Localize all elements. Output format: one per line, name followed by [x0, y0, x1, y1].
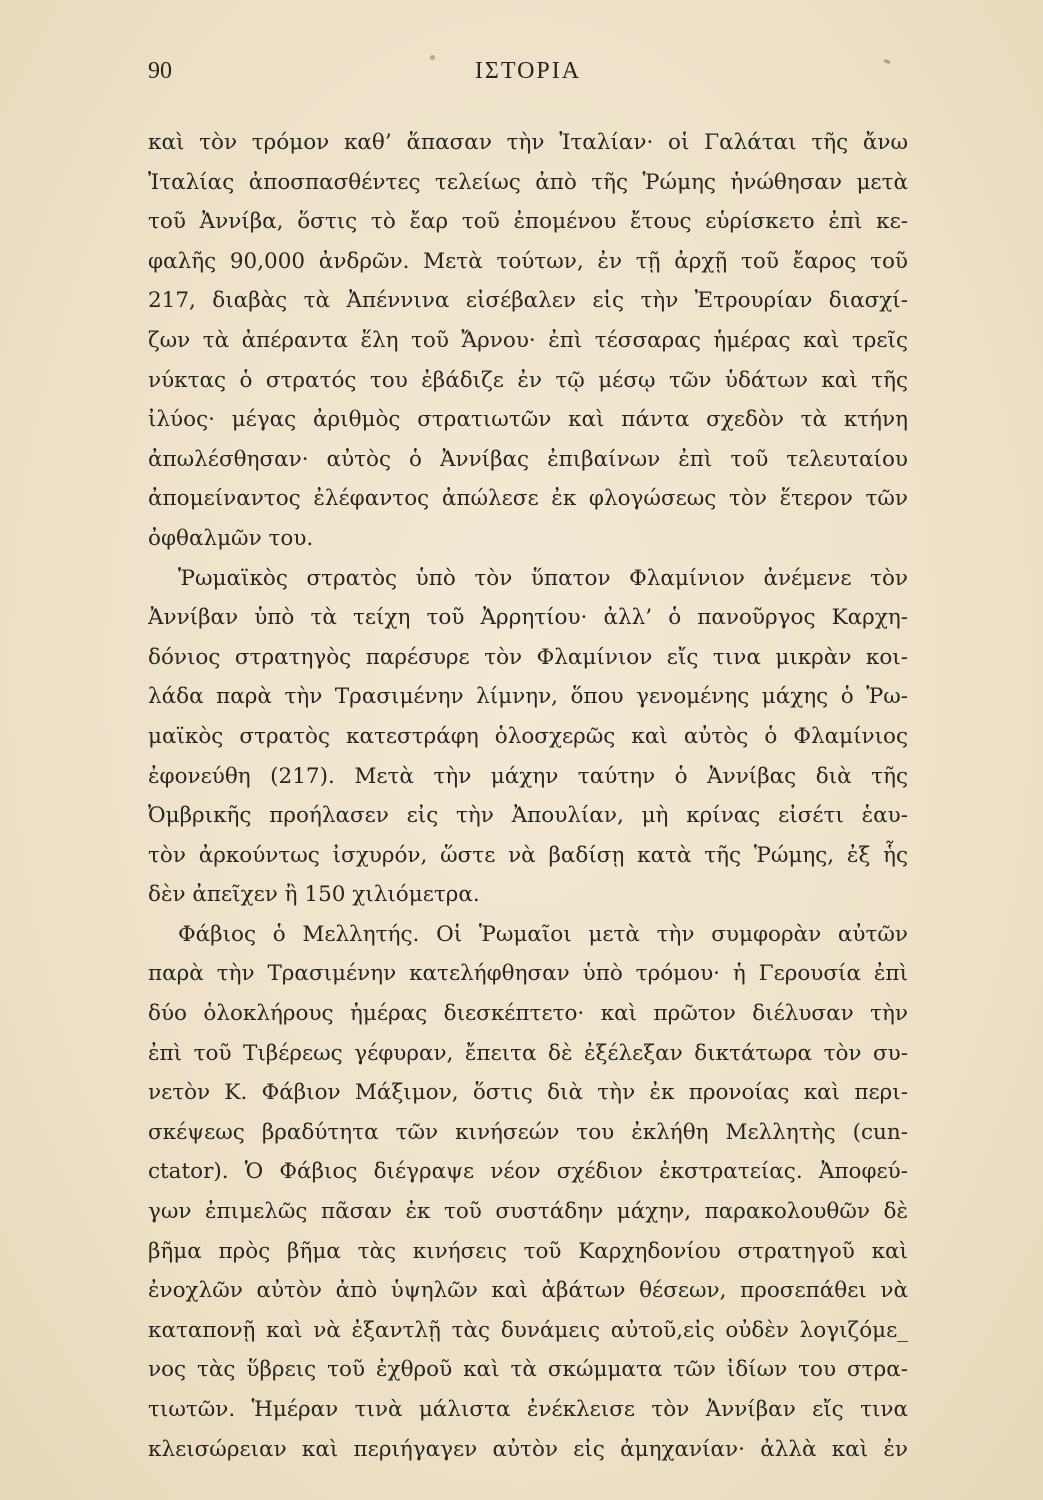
text-line: ἐνοχλῶν αὐτὸν ἀπὸ ὑψηλῶν καὶ ἀβάτων θέσεων, προσεπάθει νὰ — [148, 1278, 908, 1304]
text-line: Ἀννίβαν ὑπὸ τὰ τείχη τοῦ Ἀρρητίου· ἀλλ’ ὁ πανοῦργος Καρχη- — [148, 605, 908, 631]
text-line: νύκτας ὁ στρατός του ἐβάδιζε ἐν τῷ μέσῳ τῶν ὑδάτων καὶ τῆς — [148, 367, 908, 393]
text-line: Ἰταλίας ἀποσπασθέντες τελείως ἀπὸ τῆς Ῥώμης ἡνώθησαν μετὰ — [148, 169, 908, 195]
text-line: παρὰ τὴν Τρασιμένην κατελήφθησαν ὑπὸ τρόμου· ἡ Γερουσία ἐπὶ — [148, 961, 908, 987]
text-line: Ῥωμαϊκὸς στρατὸς ὑπὸ τὸν ὕπατον Φλαμίνιον ἀνέμενε τὸν — [178, 565, 908, 591]
text-line: δὲν ἀπεῖχεν ἢ 150 χιλιόμετρα. — [148, 882, 480, 908]
text-line: τὸν ἀρκούντως ἰσχυρόν, ὥστε νὰ βαδίσῃ κατὰ τῆς Ῥώμης, ἐξ ἧς — [148, 842, 908, 868]
text-line: μαϊκὸς στρατὸς κατεστράφη ὁλοσχερῶς καὶ αὐτὸς ὁ Φλαμίνιος — [148, 723, 908, 749]
text-line: ἰλύος· μέγας ἀριθμὸς στρατιωτῶν καὶ πάντα σχεδὸν τὰ κτήνη — [148, 407, 908, 433]
text-line: τιωτῶν. Ἡμέραν τινὰ μάλιστα ἐνέκλεισε τὸν Ἀννίβαν εἴς τινα — [148, 1397, 908, 1422]
text-line: Ὀμβρικῆς προήλασεν εἰς τὴν Ἀπουλίαν, μὴ κρίνας εἰσέτι ἑαυ- — [148, 803, 908, 829]
running-title: ΙΣΤΟΡΙΑ — [474, 58, 582, 84]
text-line: ἐπὶ τοῦ Τιβέρεως γέφυραν, ἔπειτα δὲ ἐξέλεξαν δικτάτωρα τὸν συ- — [148, 1040, 908, 1066]
text-line: ctator). Ὁ Φάβιος διέγραψε νέον σχέδιον ἐκστρατείας. Ἀποφεύ- — [148, 1159, 908, 1185]
text-line: ζων τὰ ἀπέραντα ἕλη τοῦ Ἄρνου· ἐπὶ τέσσαρας ἡμέρας καὶ τρεῖς — [148, 327, 908, 353]
body-text — [148, 123, 908, 1469]
text-line: τοῦ Ἀννίβα, ὅστις τὸ ἔαρ τοῦ ἐπομένου ἔτους εὑρίσκετο ἐπὶ κε- — [148, 209, 908, 235]
text-line: ἀπομείναντος ἐλέφαντος ἀπώλεσε ἐκ φλογώσεως τὸν ἕτερον τῶν — [148, 486, 908, 512]
text-line: δόνιος στρατηγὸς παρέσυρε τὸν Φλαμίνιον εἴς τινα μικρὰν κοι- — [148, 644, 908, 670]
text-line: γων ἐπιμελῶς πᾶσαν ἐκ τοῦ συστάδην μάχην, παρακολουθῶν δὲ — [148, 1199, 908, 1225]
text-line: δύο ὁλοκλήρους ἡμέρας διεσκέπτετο· καὶ πρῶτον διέλυσαν τὴν — [148, 1001, 908, 1027]
text-line: λάδα παρὰ τὴν Τρασιμένην λίμνην, ὅπου γενομένης μάχης ὁ Ῥω- — [148, 684, 908, 710]
text-line: καὶ τὸν τρόμον καθ’ ἅπασαν τὴν Ἰταλίαν· οἱ Γαλάται τῆς ἄνω — [148, 130, 908, 155]
text-line: κλεισώρειαν καὶ περιήγαγεν αὐτὸν εἰς ἀμηχανίαν· ἀλλὰ καὶ ἐν — [148, 1436, 908, 1462]
text-line: ἀπωλέσθησαν· αὐτὸς ὁ Ἀννίβας ἐπιβαίνων ἐπὶ τοῦ τελευταίου — [148, 446, 908, 472]
text-line: νος τὰς ὕβρεις τοῦ ἐχθροῦ καὶ τὰ σκώμματα τῶν ἰδίων του στρα- — [148, 1357, 908, 1383]
text-line: νετὸν Κ. Φάβιον Μάξιμον, ὅστις διὰ τὴν ἐκ προνοίας καὶ περι- — [148, 1080, 908, 1106]
text-line: 217, διαβὰς τὰ Ἀπέννινα εἰσέβαλεν εἰς τὴν Ἐτρουρίαν διασχί- — [148, 288, 908, 314]
page-number: 90 — [148, 58, 172, 84]
page-header — [148, 58, 908, 92]
text-line: ἐφονεύθη (217). Μετὰ τὴν μάχην ταύτην ὁ Ἀννίβας διὰ τῆς — [148, 763, 908, 789]
text-line: Φάβιος ὁ Μελλητής. Οἱ Ῥωμαῖοι μετὰ τὴν συμφορὰν αὐτῶν — [178, 921, 908, 947]
text-line: βῆμα πρὸς βῆμα τὰς κινήσεις τοῦ Καρχηδονίου στρατηγοῦ καὶ — [148, 1238, 908, 1264]
text-line: σκέψεως βραδύτητα τῶν κινήσεών του ἐκλήθη Μελλητὴς (cun- — [148, 1119, 908, 1145]
text-line: φαλῆς 90,000 ἀνδρῶν. Μετὰ τούτων, ἐν τῇ ἀρχῇ τοῦ ἔαρος τοῦ — [148, 248, 908, 274]
text-line: ὀφθαλμῶν του. — [148, 525, 314, 551]
text-line: καταπονῇ καὶ νὰ ἐξαντλῇ τὰς δυνάμεις αὐτοῦ,εἰς οὐδὲν λογιζόμε_ — [148, 1317, 908, 1343]
